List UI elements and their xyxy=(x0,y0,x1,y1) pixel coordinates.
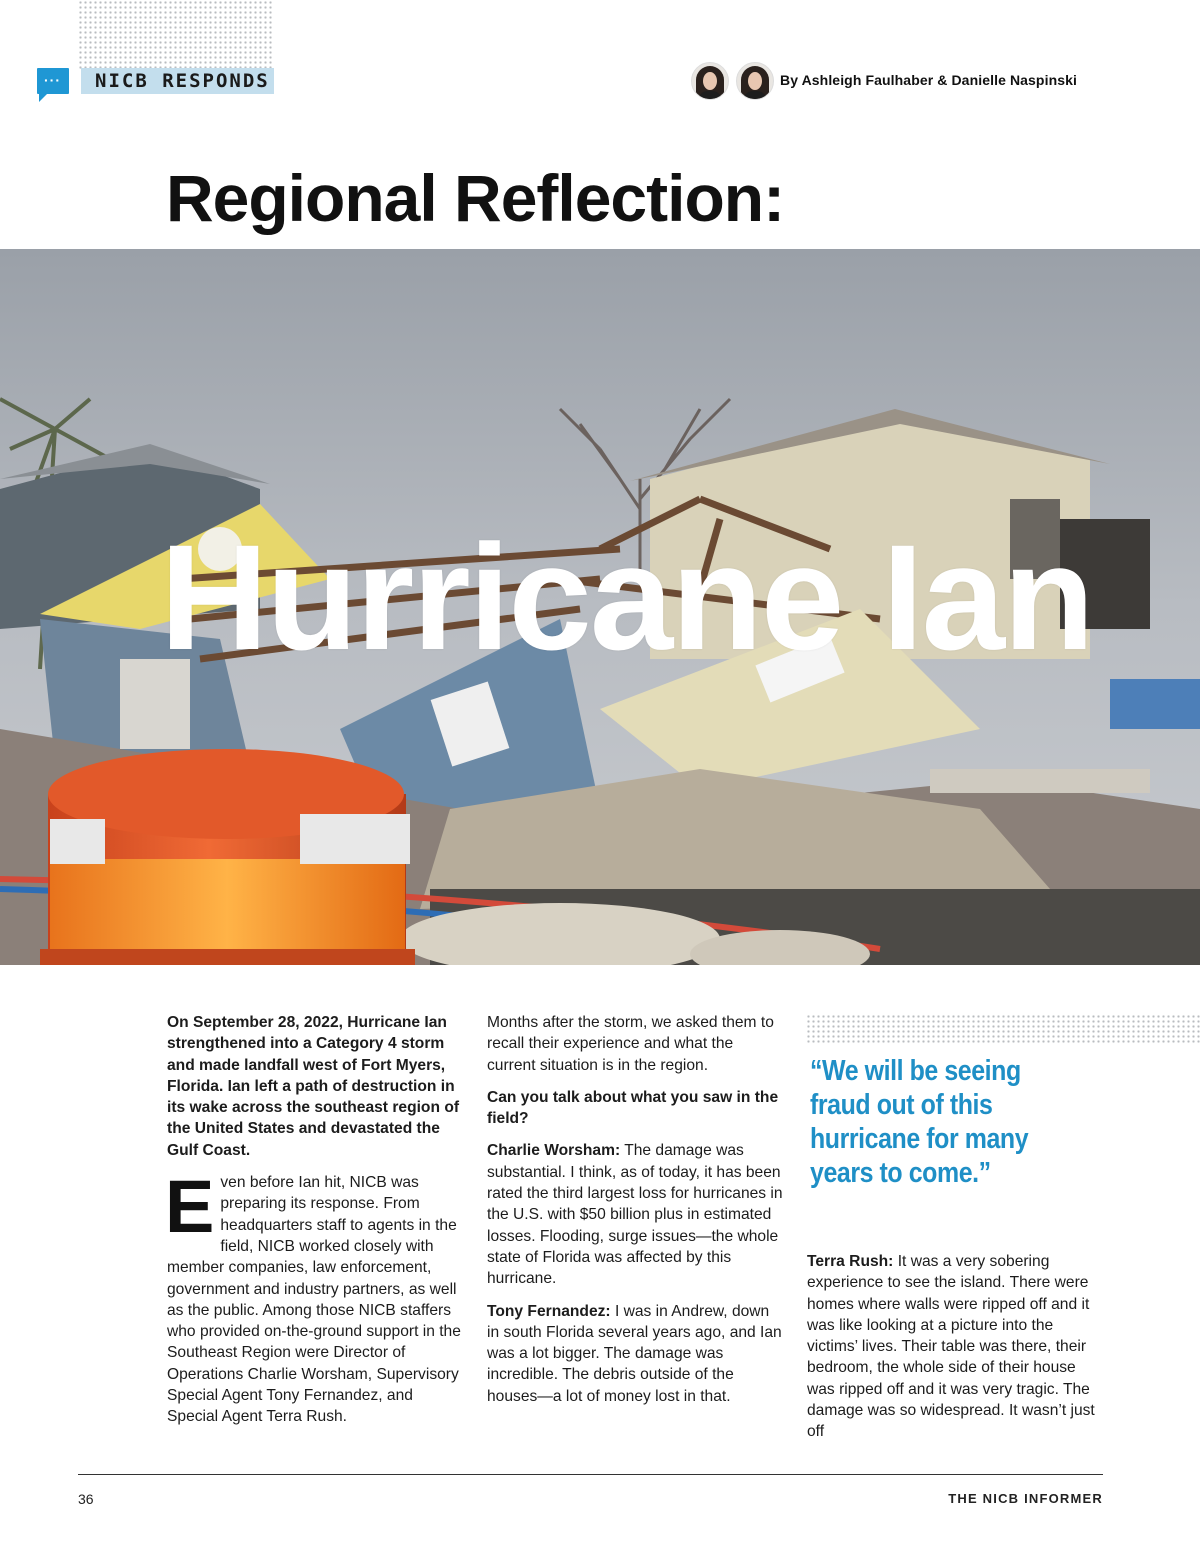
interview-question: Can you talk about what you saw in the field? xyxy=(487,1088,779,1128)
answer-fernandez xyxy=(487,1301,785,1407)
drop-cap: E xyxy=(165,1165,215,1249)
answer-worsham-text: The damage was substantial. I think, as of today, it has been rated the third largest loss for hurricanes in the U.S. with $50 billion plus in estimated losses. Flooding, surge issues—the whole state of Florida was affected by this hurricane. xyxy=(487,1142,783,1288)
section-tag: NICB RESPONDS xyxy=(81,68,274,94)
speaker-fernandez: Tony Fernandez: xyxy=(487,1302,611,1320)
body-paragraph-1 xyxy=(165,1165,465,1428)
headline-line-2: Hurricane Ian xyxy=(160,513,1093,681)
article-column-3 xyxy=(807,1251,1103,1454)
answer-fernandez-text: I was in Andrew, down in south Florida several years ago, and Ian was a lot bigger. The damage was incredible. The debris outside of the houses—a lot of money lost in that. xyxy=(487,1302,782,1405)
headline-line-1: Regional Reflection: xyxy=(166,161,785,235)
answer-rush xyxy=(807,1251,1103,1443)
publication-name: THE NICB INFORMER xyxy=(948,1491,1103,1506)
byline: By Ashleigh Faulhaber & Danielle Naspinski xyxy=(780,72,1077,88)
answer-worsham xyxy=(487,1140,785,1289)
article-column-1 xyxy=(167,1012,465,1439)
speech-bubble-icon: ··· xyxy=(37,68,69,94)
hero-photo xyxy=(0,249,1200,965)
author-photo-ashleigh xyxy=(691,62,729,100)
body-paragraph-1-text: ven before Ian hit, NICB was preparing its response. From headquarters staff to agents in the field, NICB worked closely with member companies, law enforcement, government and industry partners, as well as the public. Among those NICB staffers who provided on-the-ground support in the Southeast Region were Director of Operations Charlie Worsham, Supervisory Special Agent Tony Fernandez, and Special Agent Terra Rush. xyxy=(167,1174,461,1426)
dot-pattern-decoration-quote xyxy=(806,1014,1200,1044)
speaker-rush: Terra Rush: xyxy=(807,1253,894,1270)
traffic-barrel xyxy=(40,749,415,965)
author-photo-danielle xyxy=(736,62,774,100)
lead-paragraph: On September 28, 2022, Hurricane Ian strengthened into a Category 4 storm and made landfall west of Fort Myers, Florida. Ian left a path of destruction in its wake across the southeast region of the United States and devastated the Gulf Coast. xyxy=(167,1014,460,1159)
dot-pattern-decoration xyxy=(78,0,274,70)
page-number: 36 xyxy=(78,1491,94,1507)
article-column-2 xyxy=(487,1012,785,1418)
answer-rush-text: It was a very sobering experience to see the island. There were homes where walls were ripped off and it was like looking at a picture into the victims’ lives. Their table was there, their bedroom, the whole side of their house was ripped off and it was very tragic. The damage was so widespread. It wasn’t just off xyxy=(807,1253,1095,1441)
pull-quote: “We will be seeing fraud out of this hurricane for many years to come.” xyxy=(810,1055,1029,1189)
speaker-worsham: Charlie Worsham: xyxy=(487,1142,621,1160)
intro-paragraph: Months after the storm, we asked them to recall their experience and what the current situation is in the region. xyxy=(487,1014,774,1074)
footer-divider xyxy=(78,1474,1103,1475)
